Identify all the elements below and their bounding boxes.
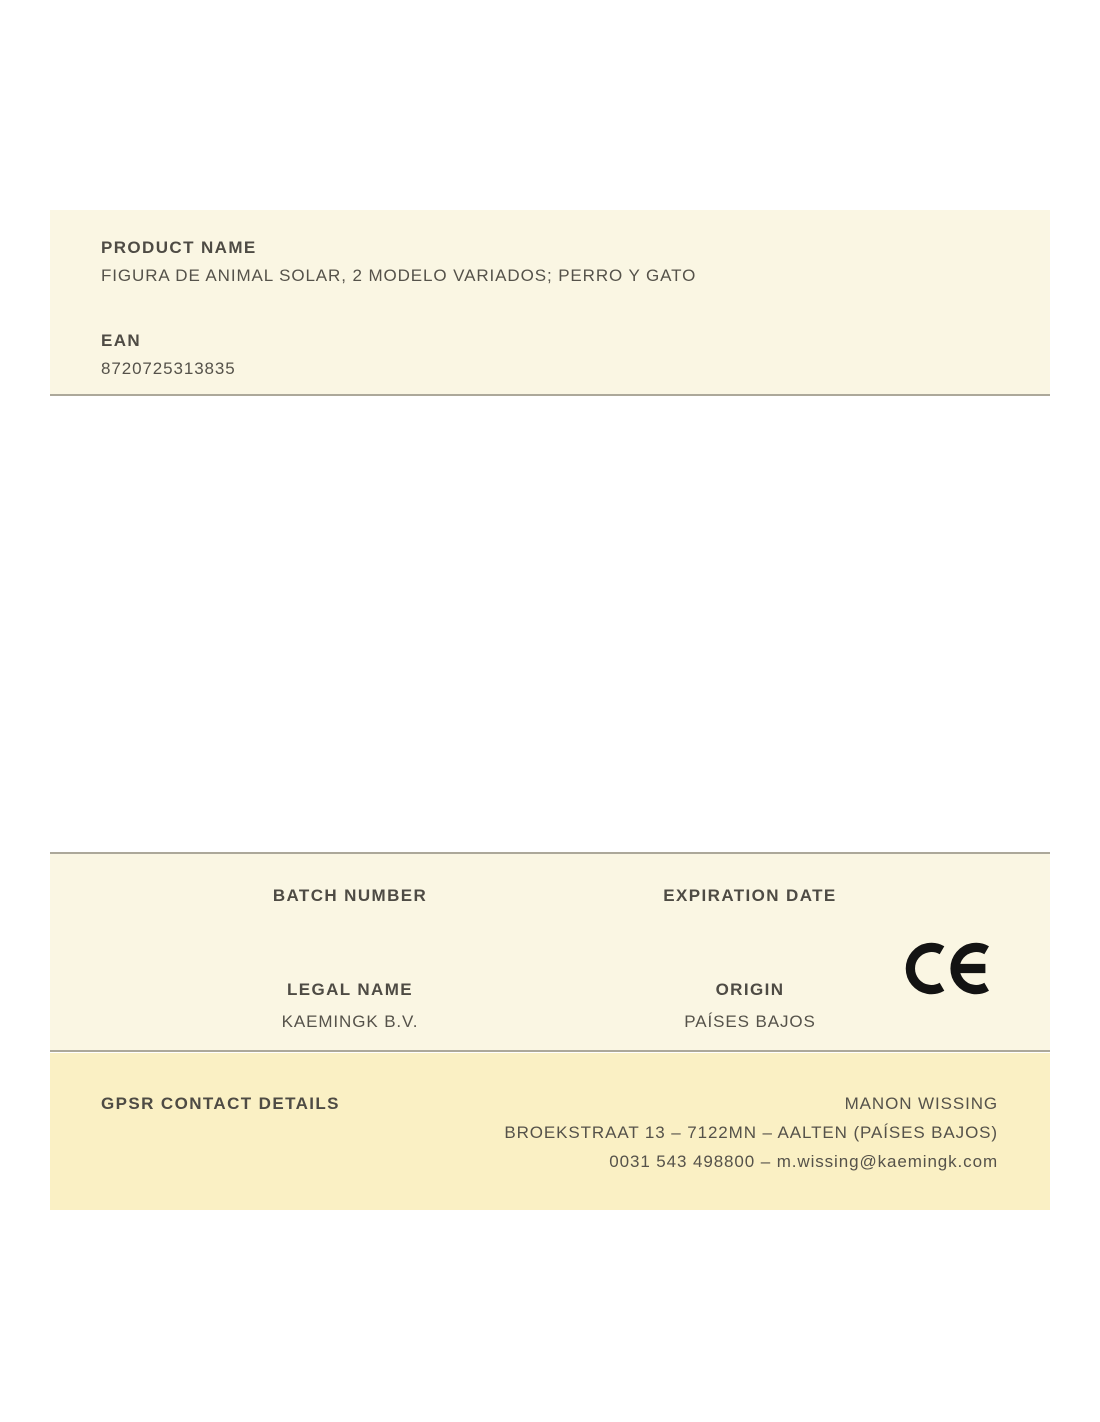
expiration-date-value [650, 918, 850, 938]
ean-label: EAN [101, 331, 142, 350]
product-name-value: FIGURA DE ANIMAL SOLAR, 2 MODELO VARIADOS; PERRO Y GATO [101, 266, 697, 285]
gpsr-contact-panel [50, 1053, 1050, 1210]
origin-value: PAÍSES BAJOS [684, 1012, 816, 1031]
product-info-panel [50, 210, 1050, 396]
batch-number-label: BATCH NUMBER [272, 886, 428, 905]
batch-origin-panel [50, 852, 1050, 1052]
gpsr-contact-label: GPSR CONTACT DETAILS [101, 1094, 340, 1113]
origin-label: ORIGIN [715, 980, 785, 999]
contact-phone-email: 0031 543 498800 – m.wissing@kaemingk.com [609, 1152, 998, 1171]
gpsr-contact-block [504, 1089, 998, 1176]
product-name-label: PRODUCT NAME [101, 238, 257, 257]
ean-value: 8720725313835 [101, 359, 236, 378]
legal-name-label: LEGAL NAME [286, 980, 414, 999]
batch-legal-column [50, 886, 650, 1050]
expiration-date-label: EXPIRATION DATE [663, 886, 837, 905]
contact-address: BROEKSTRAAT 13 – 7122MN – AALTEN (PAÍSES BAJOS) [504, 1123, 998, 1142]
expiration-origin-column [650, 886, 850, 1050]
batch-number-value [50, 918, 650, 938]
ce-mark-icon [850, 886, 1050, 1050]
legal-name-value: KAEMINGK B.V. [281, 1012, 419, 1031]
contact-person-name: MANON WISSING [844, 1094, 998, 1113]
